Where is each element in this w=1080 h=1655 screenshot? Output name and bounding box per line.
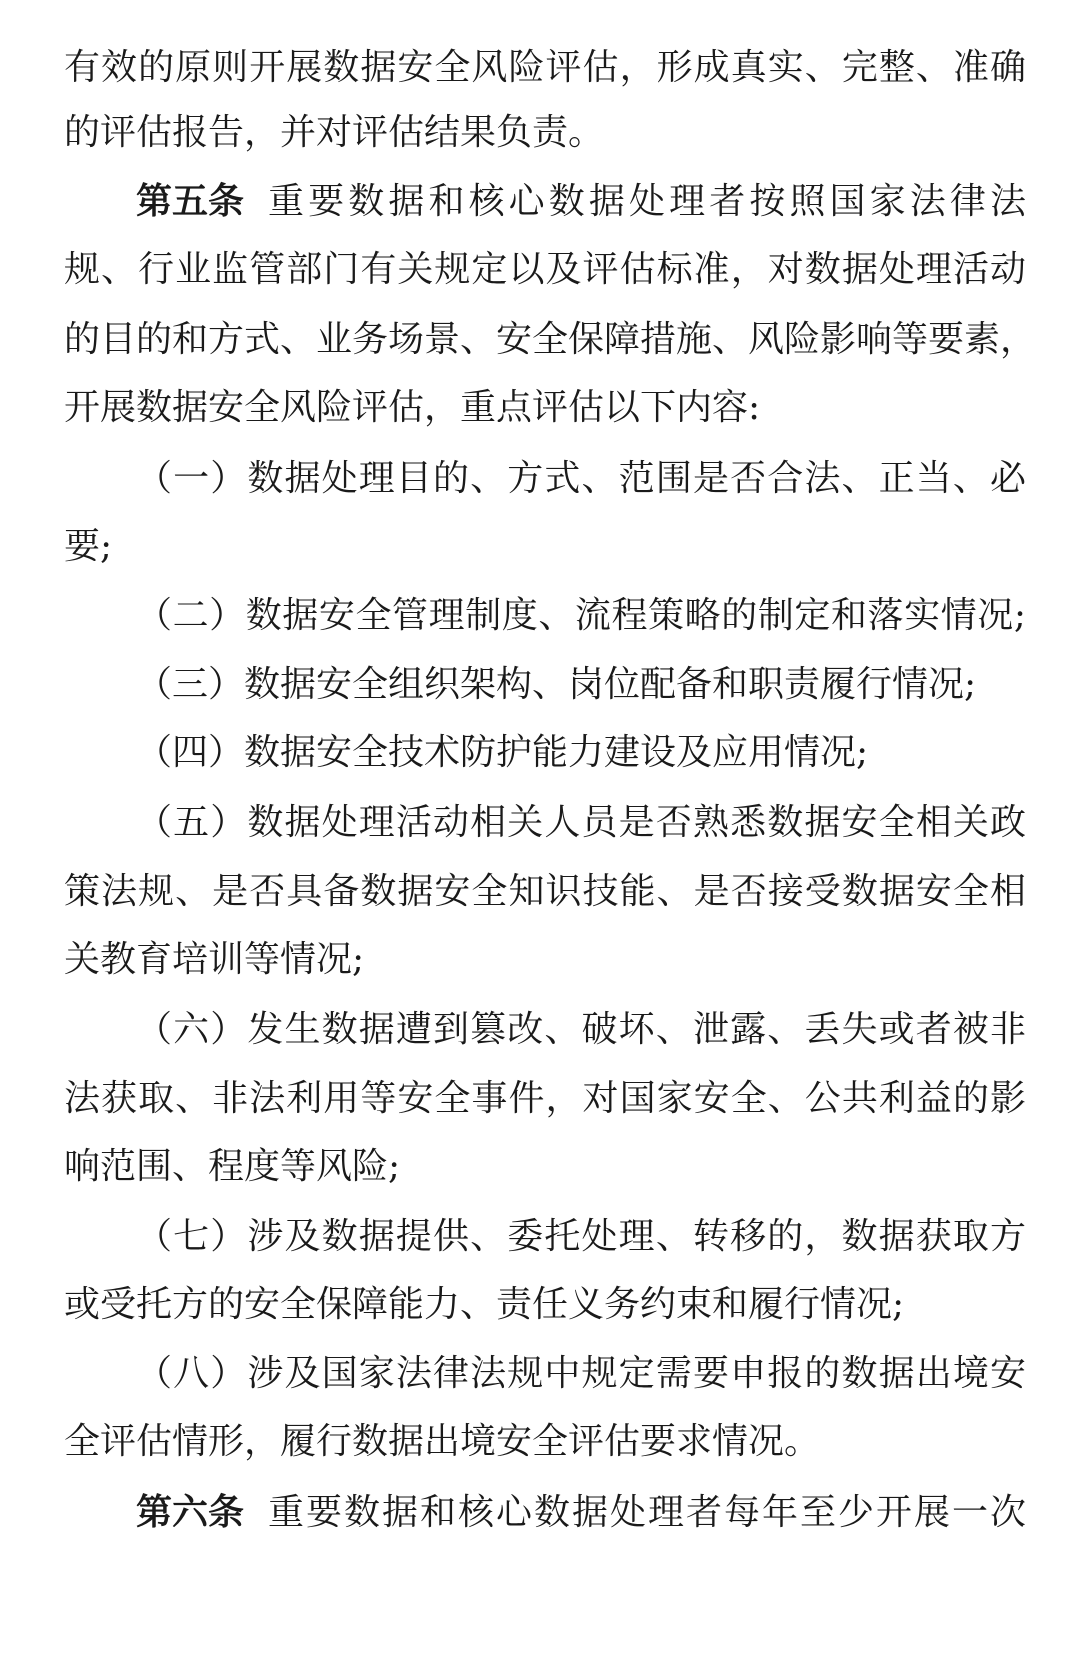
article-6-text: 重要数据和核心数据处理者每年至少开展一次 bbox=[268, 1492, 1026, 1533]
item-2: （二）数据安全管理制度、流程策略的制定和落实情况; bbox=[136, 595, 1026, 636]
item-1-line-1: （一）数据处理目的、方式、范围是否合法、正当、必 bbox=[136, 458, 1026, 499]
article-6-heading-line bbox=[136, 1483, 1026, 1543]
item-3: （三）数据安全组织架构、岗位配备和职责履行情况; bbox=[136, 664, 977, 705]
item-6-line-3: 响范围、程度等风险; bbox=[64, 1146, 401, 1187]
text-line-1: 有效的原则开展数据安全风险评估，形成真实、完整、准确 bbox=[64, 47, 1026, 88]
text-line-2: 的评估报告，并对评估结果负责。 bbox=[64, 112, 605, 153]
item-8-line-2: 全评估情形，履行数据出境安全评估要求情况。 bbox=[64, 1421, 821, 1462]
item-8-line-1: （八）涉及国家法律法规中规定需要申报的数据出境安 bbox=[136, 1353, 1026, 1394]
item-5-line-3: 关教育培训等情况; bbox=[64, 939, 365, 980]
item-5-line-2: 策法规、是否具备数据安全知识技能、是否接受数据安全相 bbox=[64, 871, 1026, 912]
text-line-6: 开展数据安全风险评估，重点评估以下内容: bbox=[64, 387, 761, 428]
item-4: （四）数据安全技术防护能力建设及应用情况; bbox=[136, 732, 869, 773]
item-6-line-2: 法获取、非法利用等安全事件，对国家安全、公共利益的影 bbox=[64, 1078, 1026, 1119]
item-5-line-1: （五）数据处理活动相关人员是否熟悉数据安全相关政 bbox=[136, 802, 1026, 843]
item-6-line-1: （六）发生数据遭到篡改、破坏、泄露、丢失或者被非 bbox=[136, 1009, 1026, 1050]
article-5-heading-line bbox=[136, 172, 1026, 232]
text-line-4: 规、行业监管部门有关规定以及评估标准，对数据处理活动 bbox=[64, 249, 1026, 290]
article-5-number: 第五条 bbox=[136, 181, 245, 222]
item-7-line-1: （七）涉及数据提供、委托处理、转移的，数据获取方 bbox=[136, 1216, 1026, 1257]
item-7-line-2: 或受托方的安全保障能力、责任义务约束和履行情况; bbox=[64, 1284, 905, 1325]
article-5-text: 重要数据和核心数据处理者按照国家法律法 bbox=[268, 181, 1026, 222]
text-line-5: 的目的和方式、业务场景、安全保障措施、风险影响等要素， bbox=[64, 319, 1037, 360]
document-page bbox=[64, 0, 1037, 1655]
item-1-line-2: 要; bbox=[64, 526, 113, 567]
article-6-number: 第六条 bbox=[136, 1492, 245, 1533]
